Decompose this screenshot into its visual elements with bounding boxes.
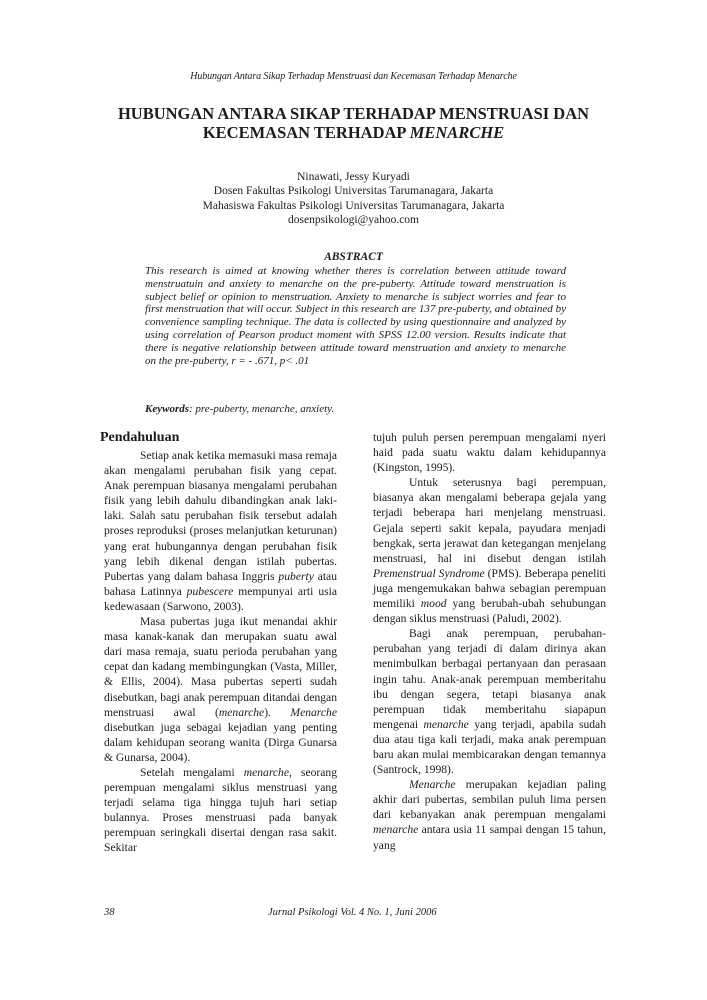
paragraph: Bagi anak perempuan, perubahan-perubahan yang terjadi di dalam dirinya akan menimbulkan berbagai pertanyaan dan perasaan ingin tahu. Anak-anak perempuan memberitahu ibu dengan segera, tetapi biasanya anak perempuan tidak memberitahu siapapun mengenai menarche yang terjadi, apabila sudah dua atau tiga kali terjadi, maka anak perempuan baru akan mulai membicarakan dengan temannya (Santrock, 1998).	[373, 627, 606, 777]
journal-footer: Jurnal Psikologi Vol. 4 No. 1, Juni 2006	[268, 907, 437, 918]
author-affiliation-1: Dosen Fakultas Psikologi Universitas Tarumanagara, Jakarta	[213, 185, 494, 198]
author-affiliation-2: Mahasiswa Fakultas Psikologi Universitas Tarumanagara, Jakarta	[202, 199, 505, 212]
title-line-2-italic: MENARCHE	[409, 123, 505, 142]
author-names: Ninawati, Jessy Kuryadi	[297, 171, 410, 183]
abstract-heading: ABSTRACT	[324, 251, 383, 263]
section-heading: Pendahuluan	[100, 430, 180, 445]
right-column	[373, 430, 606, 853]
paragraph: tujuh puluh persen perempuan mengalami nyeri haid pada suatu waktu dalam kehidupannya (Kingston, 1995).	[373, 431, 606, 475]
paragraph: Setelah mengalami menarche, seorang perempuan mengalami siklus menstruasi yang terjadi selama tiga hingga tujuh hari setiap bulannya. Proses menstruasi pada banyak perempuan seringkali disertai dengan rasa sakit. Sekitar	[104, 765, 337, 855]
page-number: 38	[104, 907, 115, 918]
paragraph: Menarche merupakan kejadian paling akhir dari pubertas, sembilan puluh lima persen dari kebanyakan anak perempuan mengalami menarche antara usia 11 sampai dengan 15 tahun, yang	[373, 778, 606, 852]
paragraph: Untuk seterusnya bagi perempuan, biasanya akan mengalami beberapa gejala yang terjadi beberapa hari menjelang menstruasi. Gejala seperti sakit kepala, payudara menjadi bengkak, serta jerawat dan ketegangan menjelang menstruasi, hal ini disebut dengan istilah Premenstrual Syndrome (PMS). Beberapa peneliti juga mengemukakan bahwa sebagian perempuan memiliki mood yang berubah-ubah sehubungan dengan siklus menstruasi (Paludi, 2002).	[373, 476, 606, 626]
paragraph: Masa pubertas juga ikut menandai akhir masa kanak-kanak dan merupakan suatu awal dari masa remaja, suatu perioda perubahan yang cepat dan kadang membingungkan (Vasta, Miller, & Ellis, 2004). Masa pubertas seperti sudah disebutkan, bagi anak perempuan ditandai dengan menstruasi awal (menarche). Menarche disebutkan juga sebagai kejadian yang penting dalam kehidupan seorang wanita (Dirga Gunarsa & Gunarsa, 2004).	[104, 615, 337, 764]
title-line-2	[60, 123, 647, 142]
keywords-text: : pre-puberty, menarche, anxiety.	[189, 403, 335, 415]
author-block	[60, 170, 647, 227]
keywords	[145, 403, 566, 415]
paragraph: Setiap anak ketika memasuki masa remaja akan mengalami perubahan fisik yang cepat. Anak perempuan biasanya mengalami perubahan fisik yang lebih dahulu dibandingkan anak laki-laki. Salah satu perubahan fisik tersebut adalah proses reproduksi (proses melanjutkan keturunan) yang erat hubungannya dengan perubahan fisik yang lebih dikenal dengan istilah pubertas. Pubertas yang dalam bahasa Inggris puberty atau bahasa Latinnya pubescere mempunyai arti usia kedewasaan (Sarwono, 2003).	[104, 449, 337, 613]
running-head: Hubungan Antara Sikap Terhadap Menstruasi dan Kecemasan Terhadap Menarche	[190, 71, 517, 82]
title-line-2-text: KECEMASAN TERHADAP	[202, 123, 410, 142]
keywords-label: Keywords	[145, 403, 189, 415]
author-email: dosenpsikologi@yahoo.com	[287, 213, 419, 226]
left-column	[100, 429, 337, 856]
title-line-1: HUBUNGAN ANTARA SIKAP TERHADAP MENSTRUASI DAN	[117, 104, 590, 123]
paper-title	[60, 104, 647, 142]
abstract-text: This research is aimed at knowing whether theres is correlation between attitude toward menstruatuin and anxiety to menarche on the pre-puberty. Attitude toward menstruation is subject belief or opinion to menstruation. Anxiety to menarche is subject worries and fear to first menstruation that will occur. Subject in this research are 137 pre-puberty, and obtained by convenience sampling technique. The data is collected by using questionnaire and analyzed by using correlation of Pearson product moment with SPSS 12.00 version. Results indicate that there is negative relationship between attitude toward menstruation and anxiety to menarche on the pre-puberty, r = - .671, p< .01	[145, 265, 566, 367]
